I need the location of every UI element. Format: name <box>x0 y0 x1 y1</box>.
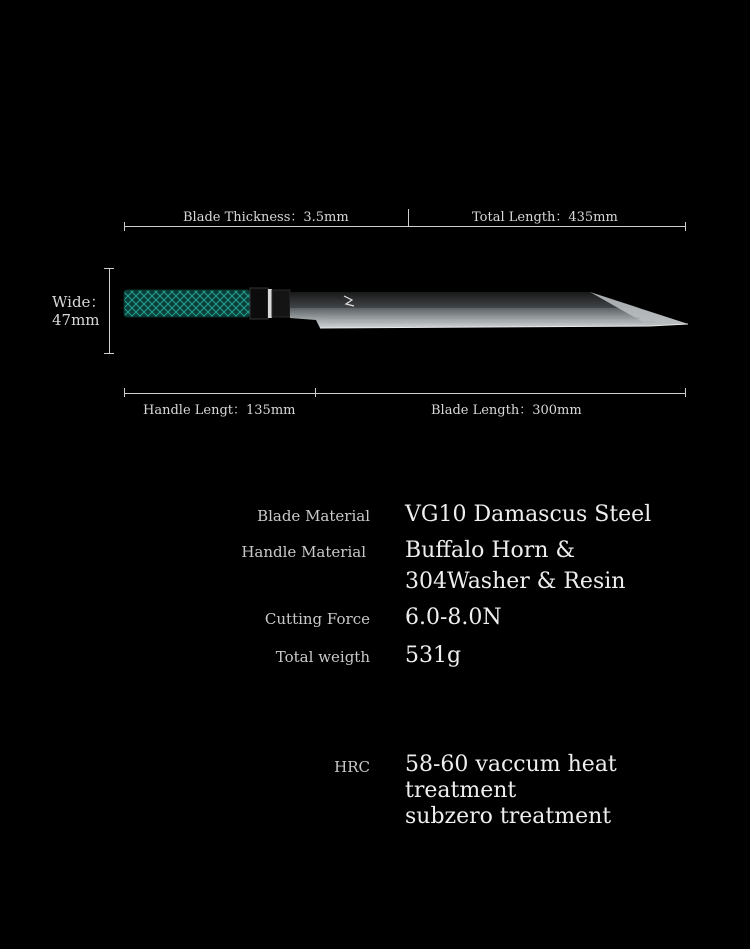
width-dimension-tick-top <box>104 268 114 269</box>
hrc-value-line1: 58-60 vaccum heat <box>405 752 617 777</box>
handle-material-label: Handle Material <box>241 543 366 561</box>
knife-handle <box>124 290 250 317</box>
total-weight-label: Total weigth <box>275 648 370 666</box>
bottom-dimension-tick-middle <box>315 388 316 397</box>
width-label-line2: 47mm <box>52 311 100 329</box>
bottom-dimension-tick-right <box>685 388 686 397</box>
top-dimension-line <box>124 226 686 227</box>
handle-length-label: Handle Lengt：135mm <box>143 403 296 418</box>
width-dimension-line <box>109 268 110 354</box>
top-dimension-tick-left <box>124 222 125 231</box>
bottom-dimension-tick-left <box>124 388 125 397</box>
bottom-dimension-line <box>124 393 686 394</box>
width-label-line1: Wide： <box>52 293 106 311</box>
cutting-force-value: 6.0-8.0N <box>405 605 502 630</box>
knife-bolster <box>250 288 290 319</box>
knife-blade <box>290 292 688 328</box>
total-length-label: Total Length：435mm <box>472 210 618 225</box>
hrc-value-line2: treatment <box>405 778 517 803</box>
handle-material-value-line1: Buffalo Horn & <box>405 538 576 563</box>
blade-thickness-label: Blade Thickness：3.5mm <box>183 210 349 225</box>
width-dimension-tick-bottom <box>104 353 114 354</box>
hrc-value-line3: subzero treatment <box>405 804 612 829</box>
total-weight-value: 531g <box>405 643 462 668</box>
blade-material-label: Blade Material <box>257 507 370 525</box>
top-dimension-tick-middle <box>408 209 409 227</box>
hrc-label: HRC <box>334 758 370 776</box>
cutting-force-label: Cutting Force <box>264 610 370 628</box>
knife-image <box>120 284 695 340</box>
blade-material-value: VG10 Damascus Steel <box>405 502 652 527</box>
blade-length-label: Blade Length：300mm <box>431 403 582 418</box>
handle-material-value-line2: 304Washer & Resin <box>405 569 626 594</box>
top-dimension-tick-right <box>685 222 686 231</box>
